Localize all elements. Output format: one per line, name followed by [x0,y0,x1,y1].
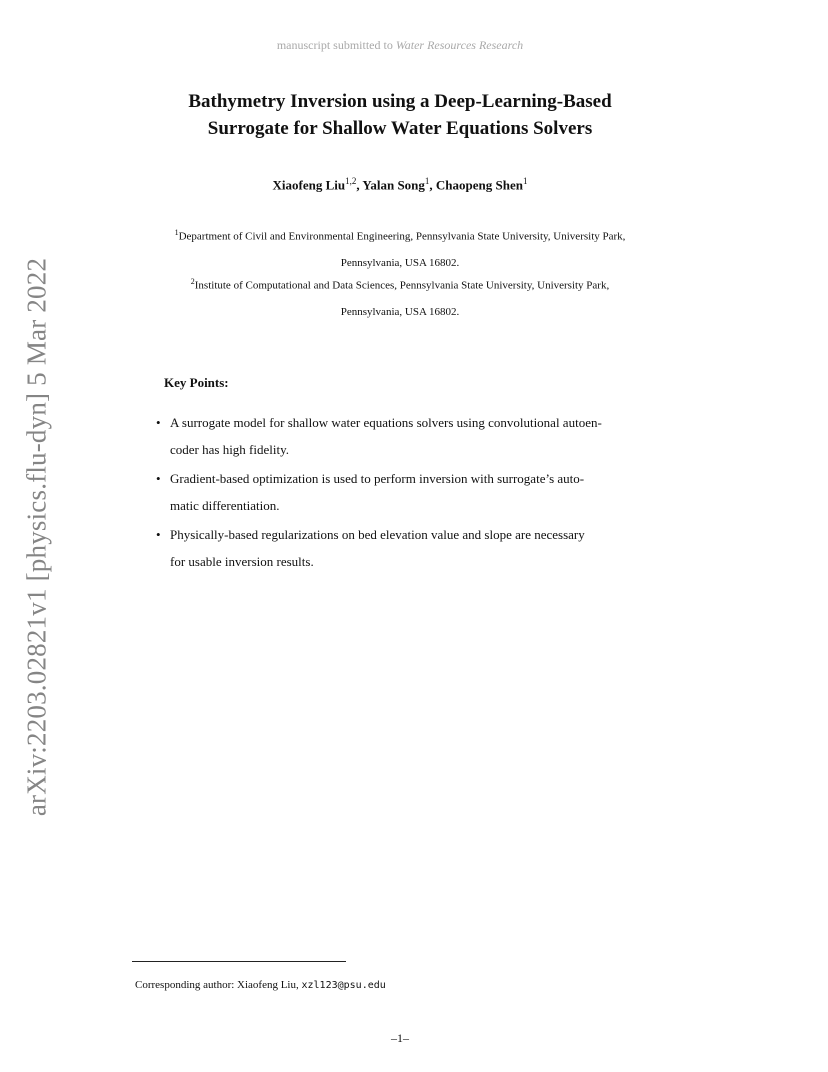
bullet-icon: • [156,415,161,430]
running-header-prefix: manuscript submitted to [276,38,396,52]
key-point-item [156,521,656,575]
paper-title [100,88,700,142]
author-separator: , [429,177,436,193]
page-number: –1– [391,1031,409,1045]
affiliation-marker: 2 [190,277,195,286]
bullet-icon: • [156,527,161,542]
affiliation-text: Department of Civil and Environmental Engineering, Pennsylvania State University, University Park, [178,230,626,243]
key-point-line: A surrogate model for shallow water equations solvers using convolutional autoen- [170,415,602,430]
footnote-divider [132,961,346,962]
key-point-line: matic differentiation. [170,498,280,513]
author-name: Xiaofeng Liu [272,177,346,193]
affiliation-marker: 1 [174,228,179,237]
key-points-list [156,409,656,577]
author-affiliation-marker: 1 [522,176,528,186]
paper-title-line-2: Surrogate for Shallow Water Equations Solvers [207,118,593,139]
author-name: Chaopeng Shen [435,177,523,193]
bullet-icon: • [156,471,161,486]
affiliation-2 [100,269,700,325]
key-point-line: for usable inversion results. [170,554,314,569]
author-affiliation-marker: 1,2 [345,176,357,186]
key-point-item [156,409,656,463]
affiliation-1 [100,220,700,276]
affiliation-text: Institute of Computational and Data Sciences, Pennsylvania State University, University Park, [194,279,610,292]
key-point-line: coder has high fidelity. [170,442,290,457]
author-separator: , [356,177,363,193]
key-points-heading: Key Points: [164,375,229,390]
affiliation-line [100,220,700,250]
footnote-text: Corresponding author: Xiaofeng Liu, [135,979,302,991]
running-header [0,38,800,53]
journal-name: Water Resources Research [395,38,524,52]
affiliation-line [100,269,700,299]
key-point-line: Physically-based regularizations on bed elevation value and slope are necessary [170,527,585,542]
author-list [0,176,800,193]
author-name: Yalan Song [362,177,425,193]
affiliation-line-2: Pennsylvania, USA 16802. [340,305,460,318]
author-affiliation-marker: 1 [424,176,430,186]
key-point-item [156,465,656,519]
affiliation-line-2: Pennsylvania, USA 16802. [340,256,460,269]
key-point-line: Gradient-based optimization is used to perform inversion with surrogate’s auto- [170,471,585,486]
paper-title-line-1: Bathymetry Inversion using a Deep-Learning-Based [188,91,612,112]
corresponding-author-email[interactable]: xzl123@psu.edu [301,980,386,991]
arxiv-identifier-stamp: arXiv:2203.02821v1 [physics.flu-dyn] 5 Mar 2022 [21,257,52,817]
corresponding-author-footnote [135,979,386,991]
